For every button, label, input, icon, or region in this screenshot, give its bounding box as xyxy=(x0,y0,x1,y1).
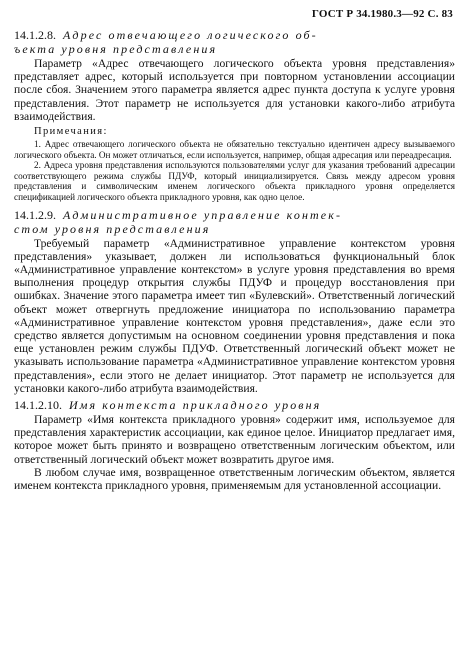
page-header: ГОСТ Р 34.1980.3—92 С. 83 xyxy=(311,8,453,20)
section-paragraph: Параметр «Адрес отвечающего логического объекта уровня представления» представляет адрес, который используется при повторном установлении ассоциации после сбоя. Значением этого параметра является адрес пункта доступа к услуге уровня представления. Этот параметр не используется для установки какого-либо атрибута взаимодействия. xyxy=(14,57,455,123)
section-title-line1: Адрес отвечающего логического об- xyxy=(63,28,318,42)
section-number: 14.1.2.8. xyxy=(14,28,56,42)
section-title-line2: стом уровня представления xyxy=(14,221,211,236)
section-heading-14-1-2-10 xyxy=(14,398,455,412)
note-item: 1. Адрес отвечающего логического объекта не обязательно текстуально идентичен адресу вызываемого логического объекта. Он может отличаться, если используется, например, общая адресация или переадресация. xyxy=(14,139,455,160)
note-item: 2. Адреса уровня представления используются пользователями услуг для указания требований адресации соответствующего режима службы ПДУФ, который инициализируется. Связь между адресом уровня представления и символическим именем логического объекта прикладного уровня определяется спецификацией логического объекта прикладного уровня, как одно целое. xyxy=(14,160,455,202)
section-title-line1: Имя контекста прикладного уровня xyxy=(69,398,322,413)
section-number: 14.1.2.9. xyxy=(14,207,56,222)
page-content xyxy=(14,28,455,492)
section-paragraph: Требуемый параметр «Административное управление контекстом уровня представления» указывает, должен ли использоваться функциональный блок «Административное управление контекстом» в услуге уровня представления во время выполнения процедур открытия службы ПДУФ и процедур восстановления при ошибках. Значение этого параметра имеет тип «Булевский». Ответственный логический объект может отвергнуть предложение инициатора по использованию параметра «Административное управление контекстом уровня представления», даже если это средство является допустимым на основном соединении уровня представления и пока еще установлен режим службы ПДУФ. Ответственный логический объект может не указывать использование параметра «Административное управление контекстом уровня представления», если этого не делает инициатор. Этот параметр не используется для установки какого-либо атрибута взаимодействия. xyxy=(14,236,455,395)
section-heading-14-1-2-8 xyxy=(14,28,455,56)
section-paragraph: Параметр «Имя контекста прикладного уровня» содержит имя, используемое для представления характеристик ассоциации, как единое целое. Инициатор предлагает имя, которое может быть принято и возвращено ответственным логическим объектом, или ответственный логический объект может возвратить другое имя. xyxy=(14,413,455,466)
section-title-line2: ъекта уровня представления xyxy=(14,42,218,56)
section-paragraph: В любом случае имя, возвращенное ответственным логическим объектом, является именем контекста прикладного уровня, применяемым для установленной ассоциации. xyxy=(14,465,455,493)
section-number: 14.1.2.10. xyxy=(14,398,62,413)
notes-label: Примечания: xyxy=(34,126,108,138)
section-heading-14-1-2-9 xyxy=(14,208,455,236)
section-title-line1: Административное управление контек- xyxy=(63,207,343,222)
